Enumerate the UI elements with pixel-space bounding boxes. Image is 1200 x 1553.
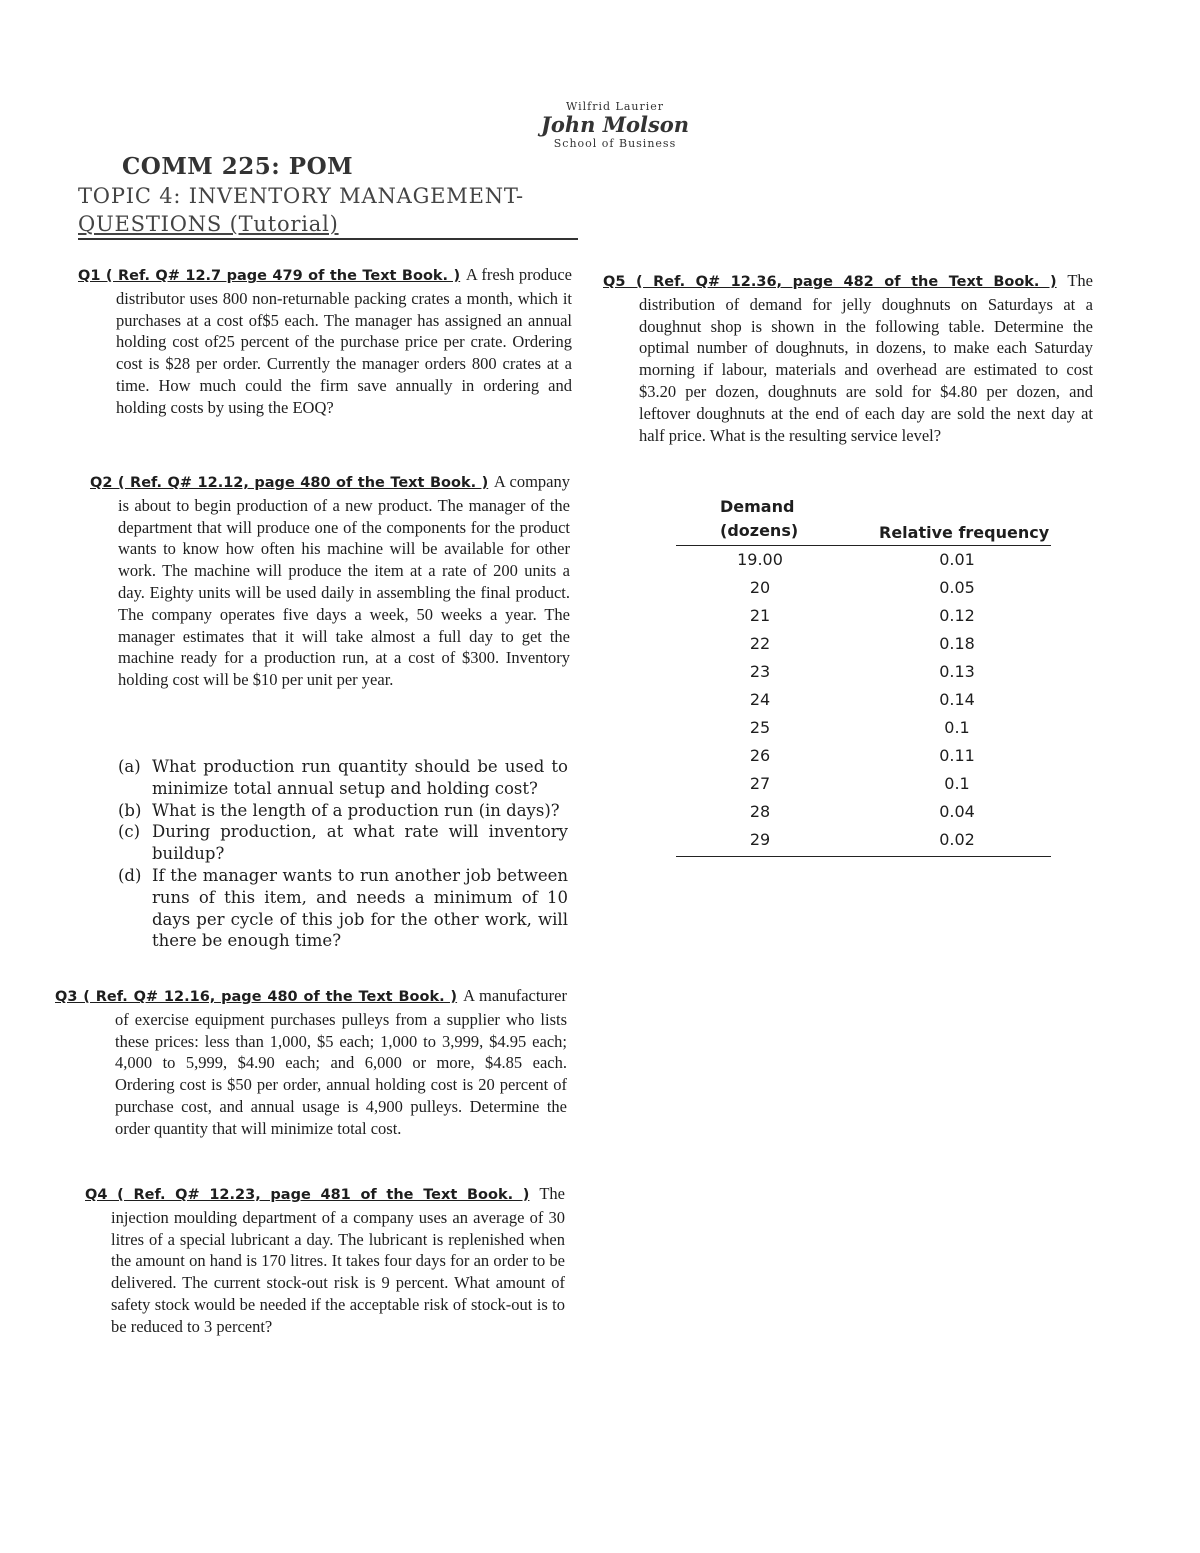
logo-line-top: Wilfrid Laurier [565,100,665,113]
question-2-parts [118,756,568,952]
table-row [676,630,1051,658]
question-3-reference: Q3 ( Ref. Q# 12.16, page 480 of the Text Book. ) [55,989,458,1005]
question-4-text: The injection moulding department of a company uses an average of 30 litres of a special lubricant a day. The lubricant is replenished when the amount on hand is 170 litres. It takes four days for an order to be delivered. The current stock-out risk is 9 percent. What amount of safety stock would be needed if the acceptable risk of stock-out is to be reduced to 3 percent? [111,1184,565,1336]
demand-cell: 21 [749,606,771,625]
table-header [676,495,1051,546]
demand-cell: 24 [749,690,771,709]
table-bottom-rule [676,856,1051,857]
school-logo [530,100,700,150]
question-1-text: A fresh produce distributor uses 800 non-returnable packing crates a month, which it purchases at a cost of$5 each. The manager has assigned an annual holding cost of25 percent of the purchase price per crate. Ordering cost is $28 per order. Currently the manager orders 800 crates at a time. How much could the firm save annually in ordering and holding costs by using the EOQ? [116,265,573,417]
question-2 [90,471,570,691]
demand-cell: 20 [749,578,771,597]
course-title: COMM 225: POM [122,153,354,180]
question-5 [603,270,1093,446]
demand-cell: 23 [749,662,771,681]
table-row [676,714,1051,742]
demand-cell: 22 [749,634,771,653]
part-label: (d) [118,865,142,885]
frequency-cell: 0.05 [939,578,975,597]
table-row [676,686,1051,714]
subtitle: QUESTIONS (Tutorial) [78,212,339,236]
table-row [676,826,1051,854]
frequency-cell: 0.18 [939,634,975,653]
demand-cell: 25 [749,718,771,737]
frequency-cell: 0.02 [939,830,975,849]
question-1-reference: Q1 ( Ref. Q# 12.7 page 479 of the Text Book. ) [78,268,461,284]
document-header [78,152,578,238]
table-body [676,546,1051,854]
table-row [676,798,1051,826]
part-text: During production, at what rate will inventory buildup? [152,822,568,864]
table-row [676,546,1051,574]
table-row [676,658,1051,686]
question-2-part-c [118,821,568,865]
demand-cell: 28 [749,802,771,821]
question-2-part-b [118,800,568,822]
demand-cell: 29 [749,830,771,849]
table-row [676,742,1051,770]
frequency-cell: 0.1 [944,774,970,793]
question-5-text: The distribution of demand for jelly doughnuts on Saturdays at a doughnut shop is shown in the following table. Determine the optimal number of doughnuts, in dozens, to make each Saturday morning if labour, materials and overhead are estimated to cost $3.20 per dozen, doughnuts are sold for $4.80 per dozen, and leftover doughnuts at the end of each day are sold the next day at half price. What is the resulting service level? [639,271,1093,445]
part-text: What production run quantity should be used to minimize total annual setup and holding cost? [152,757,568,798]
column-header-demand: Demand (dozens) [720,497,799,540]
demand-frequency-table [676,495,1051,857]
demand-cell: 26 [749,746,771,765]
frequency-cell: 0.13 [939,662,975,681]
part-text: What is the length of a production run (in days)? [152,800,560,820]
demand-cell: 19.00 [737,550,783,569]
question-4-reference: Q4 ( Ref. Q# 12.23, page 481 of the Text Book. ) [85,1187,530,1203]
logo-line-bottom: School of Business [553,137,677,150]
header-divider [78,238,578,240]
table-row [676,770,1051,798]
question-3-text: A manufacturer of exercise equipment purchases pulleys from a supplier who lists these prices: less than 1,000, $5 each; 1,000 to 3,999, $4.95 each; 4,000 to 5,999, $4.90 each; and 6,000 or more, $4.85 each. Ordering cost is $50 per order, annual holding cost is 20 percent of purchase cost, and annual usage is 4,900 pulleys. Determine the order quantity that will minimize total cost. [115,986,567,1138]
part-text: If the manager wants to run another job between runs of this item, and needs a minimum of 10 days per cycle of this job for the other work, will there be enough time? [152,865,568,951]
part-label: (c) [118,822,141,842]
question-3 [55,985,567,1140]
question-2-reference: Q2 ( Ref. Q# 12.12, page 480 of the Text Book. ) [90,475,489,491]
topic-title: TOPIC 4: INVENTORY MANAGEMENT- [78,184,524,208]
column-header-frequency: Relative frequency [879,523,1050,542]
frequency-cell: 0.11 [939,746,975,765]
question-5-reference: Q5 ( Ref. Q# 12.36, page 482 of the Text Book. ) [603,274,1057,290]
demand-cell: 27 [749,774,771,793]
question-2-text: A company is about to begin production of a new product. The manager of the department that will produce one of the components for the product wants to know how often his machine will be available for other work. The machine will produce the item at a rate of 200 units a day. Eighty units will be used daily in assembling the final product. The company operates five days a week, 50 weeks a year. The manager estimates that it will take almost a full day to get the machine ready for a production run, at a cost of $300. Inventory holding cost will be $10 per unit per year. [118,472,570,690]
logo-brand: John Molson [540,112,690,137]
frequency-cell: 0.01 [939,550,975,569]
question-2-part-d [118,865,568,952]
table-row [676,602,1051,630]
frequency-cell: 0.14 [939,690,975,709]
part-label: (a) [118,757,141,776]
part-label: (b) [118,800,142,820]
frequency-cell: 0.12 [939,606,975,625]
question-4 [85,1183,565,1338]
question-1 [78,264,572,419]
table-row [676,574,1051,602]
frequency-cell: 0.1 [944,718,970,737]
question-2-part-a [118,756,568,800]
frequency-cell: 0.04 [939,802,975,821]
